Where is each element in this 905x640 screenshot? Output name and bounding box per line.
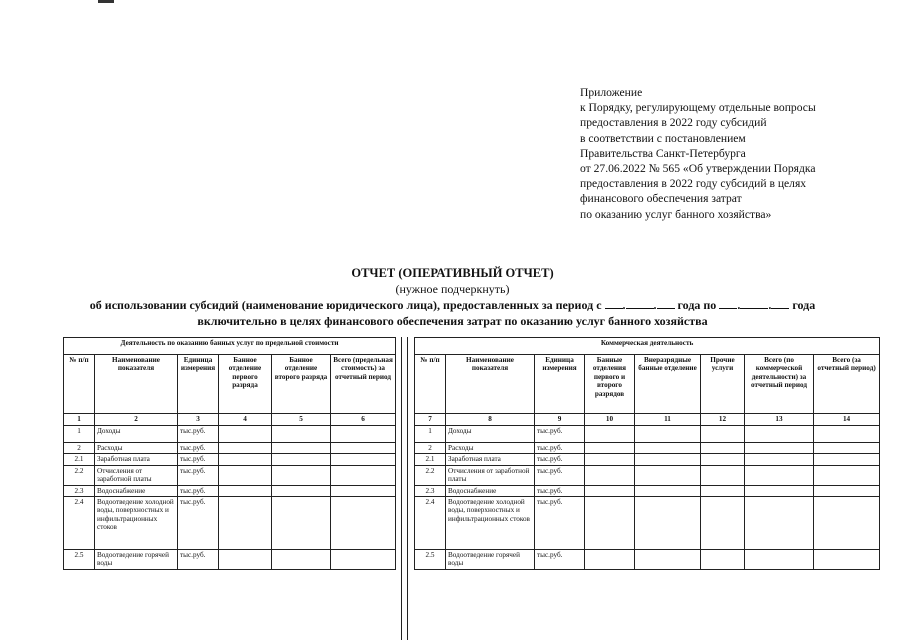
table-row [64,426,396,443]
table-row [415,485,880,496]
blank-year-from[interactable] [657,298,675,309]
row-unit: тыс.руб. [178,443,219,454]
blank-day-to[interactable] [719,298,737,309]
blank-year-to[interactable] [771,298,789,309]
row-unit: тыс.руб. [535,485,585,496]
value-cell[interactable] [701,550,745,570]
left-header-cell: Банное отделение первого разряда [219,355,272,414]
value-cell[interactable] [585,454,635,465]
value-cell[interactable] [331,497,396,550]
value-cell[interactable] [585,465,635,485]
value-cell[interactable] [219,443,272,454]
right-col-number: 8 [446,414,535,426]
value-cell[interactable] [635,454,701,465]
annex-line: от 27.06.2022 № 565 «Об утверждении Порядка [580,162,816,176]
blank-month-from[interactable] [626,298,654,309]
value-cell[interactable] [219,426,272,443]
right-header-cell: Всего (по коммерческой деятельности) за отчетный период [745,355,814,414]
value-cell[interactable] [701,485,745,496]
row-number: 2.5 [64,550,95,570]
table-row [415,550,880,570]
left-report-table [63,337,396,570]
row-indicator: Водоотведение горячей воды [95,550,178,570]
annex-line: к Порядку, регулирующему отдельные вопросы [580,101,816,115]
row-unit: тыс.руб. [178,497,219,550]
annex-line: в соответствии с постановлением [580,131,746,145]
value-cell[interactable] [585,550,635,570]
row-indicator: Доходы [446,426,535,443]
right-col-number: 10 [585,414,635,426]
value-cell[interactable] [219,454,272,465]
row-unit: тыс.руб. [535,454,585,465]
row-indicator: Водоснабжение [446,485,535,496]
value-cell[interactable] [745,497,814,550]
row-indicator: Заработная плата [95,454,178,465]
value-cell[interactable] [814,497,880,550]
value-cell[interactable] [272,426,331,443]
value-cell[interactable] [701,426,745,443]
left-header-cell: Всего (предельная стоимость) за отчетный период [331,355,396,414]
row-number: 2.1 [64,454,95,465]
value-cell[interactable] [272,454,331,465]
row-indicator: Водоотведение холодной воды, поверхностных и инфильтрационных стоков [95,497,178,550]
value-cell[interactable] [701,454,745,465]
row-number: 2.2 [64,465,95,485]
table-row [415,465,880,485]
value-cell[interactable] [814,443,880,454]
row-unit: тыс.руб. [535,443,585,454]
row-unit: тыс.руб. [178,426,219,443]
right-col-number: 11 [635,414,701,426]
table-row [415,454,880,465]
table-row [64,454,396,465]
annex-line: Приложение [580,86,643,99]
right-header-cell: Банные отделения первого и второго разрядов [585,355,635,414]
row-number: 2 [415,443,446,454]
value-cell[interactable] [331,443,396,454]
table-row [64,485,396,496]
row-unit: тыс.руб. [535,497,585,550]
value-cell[interactable] [635,550,701,570]
row-number: 2.1 [415,454,446,465]
period-text-c: года [792,298,816,312]
value-cell[interactable] [814,426,880,443]
right-header-cell: Внеразрядные банные отделение [635,355,701,414]
value-cell[interactable] [219,497,272,550]
gap-rule [407,337,408,640]
annex-line: финансового обеспечения затрат [580,192,742,206]
value-cell[interactable] [272,443,331,454]
row-unit: тыс.руб. [535,465,585,485]
left-header-cell: Наименование показателя [95,355,178,414]
value-cell[interactable] [635,465,701,485]
blank-day-from[interactable] [605,298,623,309]
right-header-cell: № п/п [415,355,446,414]
value-cell[interactable] [701,465,745,485]
scan-mark [98,0,114,3]
row-indicator: Расходы [95,443,178,454]
annex-line: Правительства Санкт-Петербурга [580,146,746,160]
row-number: 2.5 [415,550,446,570]
report-title: ОТЧЕТ (ОПЕРАТИВНЫЙ ОТЧЕТ) [351,266,554,280]
right-report-table [414,337,880,570]
right-header-cell: Прочие услуги [701,355,745,414]
value-cell[interactable] [745,485,814,496]
row-number: 1 [64,426,95,443]
row-indicator: Заработная плата [446,454,535,465]
table-row [64,550,396,570]
table-row [415,443,880,454]
period-text-b: года по [677,298,717,312]
value-cell[interactable] [635,426,701,443]
row-number: 2.4 [415,497,446,550]
right-header-cell: Единица измерения [535,355,585,414]
value-cell[interactable] [745,443,814,454]
value-cell[interactable] [635,443,701,454]
row-indicator: Водоснабжение [95,485,178,496]
value-cell[interactable] [701,443,745,454]
value-cell[interactable] [219,485,272,496]
row-number: 1 [415,426,446,443]
report-period-line: об использовании субсидий (наименование юридического лица), предоставленных за период с . . года по . . года [89,298,816,312]
row-indicator: Доходы [95,426,178,443]
report-subtitle: (нужное подчеркнуть) [395,282,510,296]
right-header-cell: Наименование показателя [446,355,535,414]
annex-line: по оказанию услуг банного хозяйства» [580,207,772,221]
right-section-title: Коммерческая деятельность [415,338,880,355]
value-cell[interactable] [814,485,880,496]
row-number: 2.3 [415,485,446,496]
right-header-cell: Всего (за отчетный период) [814,355,880,414]
value-cell[interactable] [219,550,272,570]
table-row [64,497,396,550]
report-purpose-line: включительно в целях финансового обеспечения затрат по оказанию услуг банного хозяйства [197,314,708,328]
row-unit: тыс.руб. [535,426,585,443]
left-col-number: 4 [219,414,272,426]
table-row [415,426,880,443]
value-cell[interactable] [272,497,331,550]
value-cell[interactable] [585,497,635,550]
value-cell[interactable] [745,465,814,485]
value-cell[interactable] [814,550,880,570]
value-cell[interactable] [331,426,396,443]
right-col-number: 7 [415,414,446,426]
row-unit: тыс.руб. [178,465,219,485]
table-row [64,443,396,454]
row-number: 2.3 [64,485,95,496]
row-unit: тыс.руб. [535,550,585,570]
row-unit: тыс.руб. [178,485,219,496]
row-indicator: Отчисления от заработной платы [95,465,178,485]
value-cell[interactable] [745,426,814,443]
value-cell[interactable] [585,426,635,443]
value-cell[interactable] [701,497,745,550]
table-gap [395,337,414,640]
left-col-number: 3 [178,414,219,426]
left-header-cell: № п/п [64,355,95,414]
left-col-number: 2 [95,414,178,426]
annex-line: предоставления в 2022 году субсидий [580,116,767,130]
row-number: 2.2 [415,465,446,485]
left-col-number: 5 [272,414,331,426]
value-cell[interactable] [745,550,814,570]
row-indicator: Отчисления от заработной платы [446,465,535,485]
right-col-number: 12 [701,414,745,426]
value-cell[interactable] [814,465,880,485]
left-header-cell: Единица измерения [178,355,219,414]
row-number: 2 [64,443,95,454]
gap-rule [401,337,402,640]
row-indicator: Водоотведение холодной воды, поверхностных и инфильтрационных стоков [446,497,535,550]
left-col-number: 1 [64,414,95,426]
annex-block [580,85,880,222]
value-cell[interactable] [814,454,880,465]
period-text-a: об использовании субсидий (наименование юридического лица), предоставленных за период с [89,298,602,312]
right-col-number: 13 [745,414,814,426]
right-col-number: 14 [814,414,880,426]
right-col-number: 9 [535,414,585,426]
value-cell[interactable] [635,485,701,496]
value-cell[interactable] [331,454,396,465]
value-cell[interactable] [331,465,396,485]
table-row [415,497,880,550]
value-cell[interactable] [331,550,396,570]
value-cell[interactable] [219,465,272,485]
row-indicator: Водоотведение горячей воды [446,550,535,570]
annex-line: предоставления в 2022 году субсидий в целях [580,177,807,191]
value-cell[interactable] [745,454,814,465]
value-cell[interactable] [331,485,396,496]
row-indicator: Расходы [446,443,535,454]
left-header-cell: Банное отделение второго разряда [272,355,331,414]
table-row [64,465,396,485]
value-cell[interactable] [585,443,635,454]
value-cell[interactable] [272,465,331,485]
value-cell[interactable] [272,485,331,496]
row-number: 2.4 [64,497,95,550]
value-cell[interactable] [635,497,701,550]
blank-month-to[interactable] [740,298,768,309]
row-unit: тыс.руб. [178,454,219,465]
row-unit: тыс.руб. [178,550,219,570]
value-cell[interactable] [585,485,635,496]
left-col-number: 6 [331,414,396,426]
value-cell[interactable] [272,550,331,570]
left-section-title: Деятельность по оказанию банных услуг по предельной стоимости [64,338,396,355]
